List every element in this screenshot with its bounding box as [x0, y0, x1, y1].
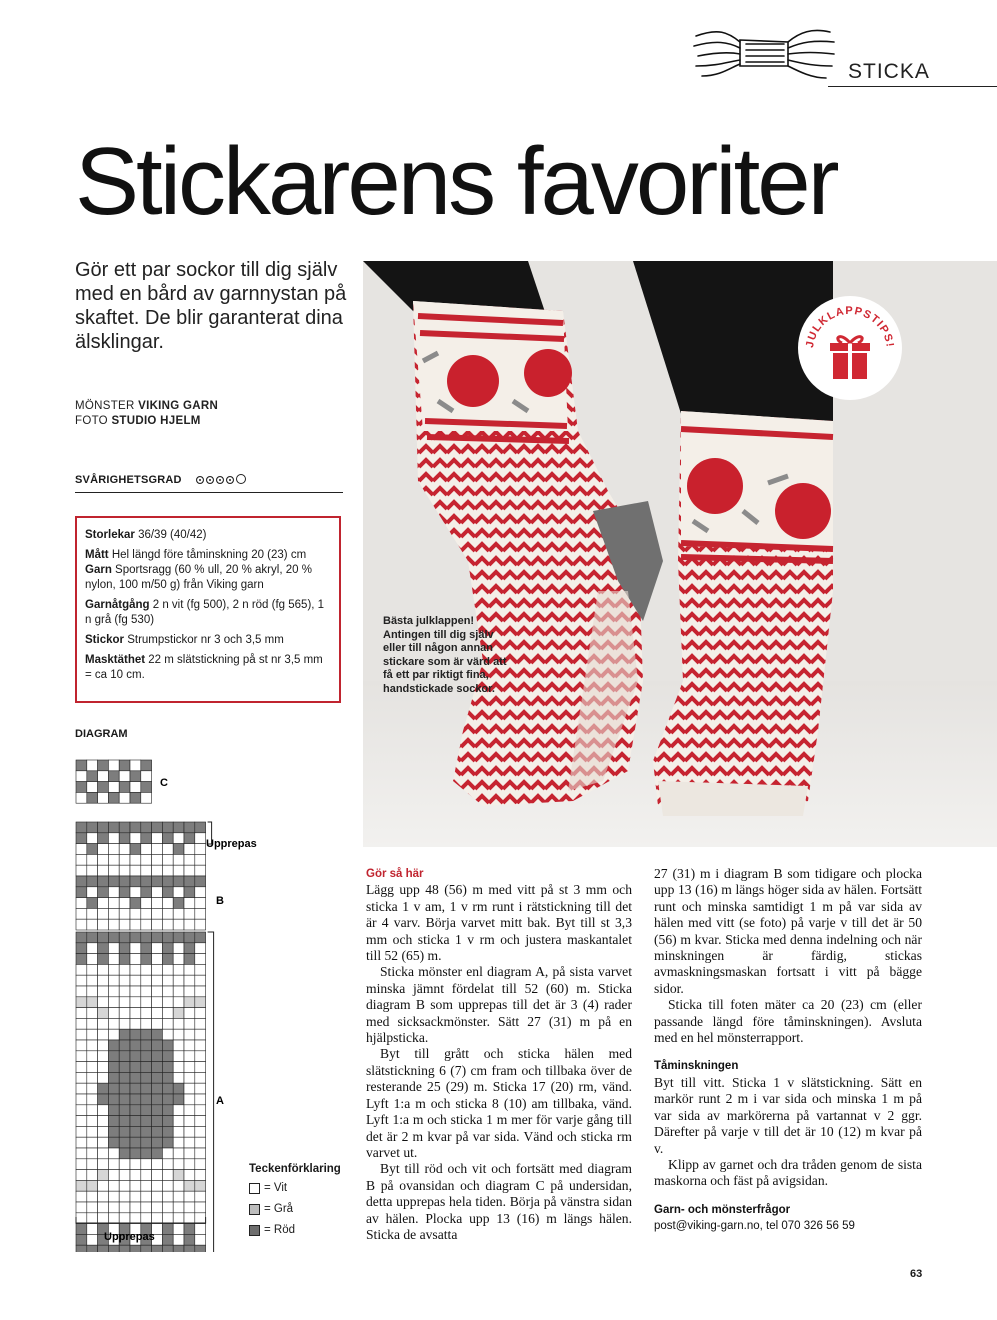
heading-toe: Tåminskningen — [654, 1060, 739, 1073]
header-rule — [828, 86, 997, 87]
difficulty-rating — [75, 470, 343, 493]
diagram-b-label: B — [216, 895, 224, 907]
diagram-c-label: C — [160, 777, 168, 789]
repeat-bottom-label: Upprepas — [104, 1231, 155, 1243]
credit-photo: FOTO STUDIO HJELM — [75, 415, 201, 427]
badge-text: JULKLAPPSTIPS! — [804, 304, 896, 349]
body-paragraph: Byt till röd och vit och fortsätt med diagram B på ovansidan och diagram C på undersidan, detta upprepas hela tiden. Börja på vänstra sidan av hälen. Plocka upp 13 (16) m längs hälen. Sticka de avsatta — [366, 1161, 632, 1242]
legend — [249, 1163, 341, 1244]
knitting-diagram — [70, 752, 260, 1252]
difficulty-dot — [216, 476, 224, 484]
intro-text: Gör ett par sockor till dig själv med en bård av garnnystan på skaftet. De blir garanterat dina älsklingar. — [75, 259, 347, 353]
fact-needles: Stickor Strumpstickor nr 3 och 3,5 mm — [85, 634, 284, 646]
fact-gauge: Masktäthet 22 m slätstickning på st nr 3,5 mm = ca 10 cm. — [85, 654, 323, 681]
difficulty-label: SVÅRIGHETSGRAD — [75, 474, 182, 486]
heading-instructions: Gör så här — [366, 868, 424, 880]
body-paragraph: Lägg upp 48 (56) m med vitt på st 3 mm och sticka 1 v am, 1 v rm runt i rätstickning till det är 4 varv. Börja varvet mitt bak. Byt till st 3,3 mm och sticka 1 v rm och justera maskantalet till 52 (65) m. — [366, 882, 632, 964]
difficulty-dot — [236, 474, 246, 484]
diagram-c-grid — [76, 760, 152, 803]
legend-item-red: = Röd — [249, 1223, 341, 1237]
legend-item-gray: = Grå — [249, 1202, 341, 1216]
body-paragraph: Byt till grått och sticka hälen med slätstickning 6 (7) cm fram och tillbaka över de resterande 25 (29) m. Sticka 17 (20) rm, vänd. Lyft 1:a m och sticka 8 (10) am tillbaka, vänd. Lyft 1:a m och sticka 1 m mer för varje gång till det är 2 m kvar på var sida. Vänd och sticka rm varvet ut. — [366, 1046, 632, 1160]
swatch-white — [249, 1183, 260, 1194]
diagram-label: DIAGRAM — [75, 728, 128, 740]
sock-photo — [363, 261, 997, 847]
diagram-a-grid — [76, 932, 206, 1252]
diagram-a-label: A — [216, 1095, 224, 1107]
diagram-a-bracket — [208, 932, 214, 1252]
swatch-red — [249, 1225, 260, 1236]
difficulty-dot — [196, 476, 204, 484]
diagram-b-grid — [76, 822, 206, 930]
fact-sizes: Storlekar 36/39 (40/42) — [85, 529, 207, 541]
heading-questions: Garn- och mönsterfrågor — [654, 1203, 791, 1216]
body-paragraph: Klipp av garnet och dra tråden genom de sista maskorna och fäst på avigsidan. — [654, 1156, 922, 1189]
body-paragraph: Byt till vitt. Sticka 1 v slätstickning. Sätt en markör runt 2 m i var sida och minska 1 m på var sida av markörerna på vartannat v 2 ggr. Därefter på varje v till det är 10 (12) m kvar på v. — [654, 1074, 922, 1156]
credit-pattern: MÖNSTER VIKING GARN — [75, 400, 219, 412]
legend-item-white: = Vit — [249, 1181, 341, 1195]
page-number: 63 — [910, 1268, 923, 1280]
repeat-top-label: Upprepas — [206, 838, 257, 850]
legend-title: Teckenförklaring — [249, 1163, 341, 1175]
difficulty-dots — [194, 470, 246, 487]
difficulty-dot — [206, 476, 214, 484]
body-column-2 — [654, 866, 922, 1235]
yarn-skein-icon — [688, 22, 838, 84]
gift-badge-icon — [795, 293, 905, 403]
contact-info: post@viking-garn.no, tel 070 326 56 59 — [654, 1220, 855, 1233]
body-column-1 — [366, 866, 632, 1243]
difficulty-dot — [226, 476, 234, 484]
photo-caption: Bästa julklappen! Antingen till dig själv eller till någon annan stickare som är värd att få ett par riktigt fina, handstickade sockor. — [383, 615, 507, 695]
body-paragraph: 27 (31) m i diagram B som tidigare och plocka upp 13 (16) m längs höger sida av hälen. Fortsätt runt och minska samtidigt 1 m på var sida av hälen med vitt (se foto) på varje v till det är 50 (56) m kvar. Sticka med denna indelning och när minskningen är färdig, stickas avmaskningsmaskan fortsatt i vitt på bägge sidor. — [654, 866, 922, 996]
facts-box — [75, 516, 341, 703]
fact-yarn-amount: Garnåtgång 2 n vit (fg 500), 2 n röd (fg 565), 1 n grå (fg 530) — [85, 599, 325, 626]
section-label: STICKA — [848, 60, 930, 83]
page-title: Stickarens favoriter — [75, 128, 837, 235]
body-paragraph: Sticka mönster enl diagram A, på sista varvet minska jämnt fördelat till 52 (60) m. Sticka diagram B som upprepas till det är 3 (4) rader med sicksackmönster. Sätt 27 (31) m på en hjälpsticka. — [366, 964, 632, 1046]
swatch-gray — [249, 1204, 260, 1215]
fact-measure: Mått Hel längd före tåminskning 20 (23) cm — [85, 549, 307, 561]
body-paragraph: Sticka till foten mäter ca 20 (23) cm (eller passande längd före tåminskningen). Avsluta med en hel mönsterrapport. — [654, 997, 922, 1046]
fact-yarn: Garn Sportsragg (60 % ull, 20 % akryl, 20 % nylon, 100 m/50 g) från Viking garn — [85, 564, 312, 591]
